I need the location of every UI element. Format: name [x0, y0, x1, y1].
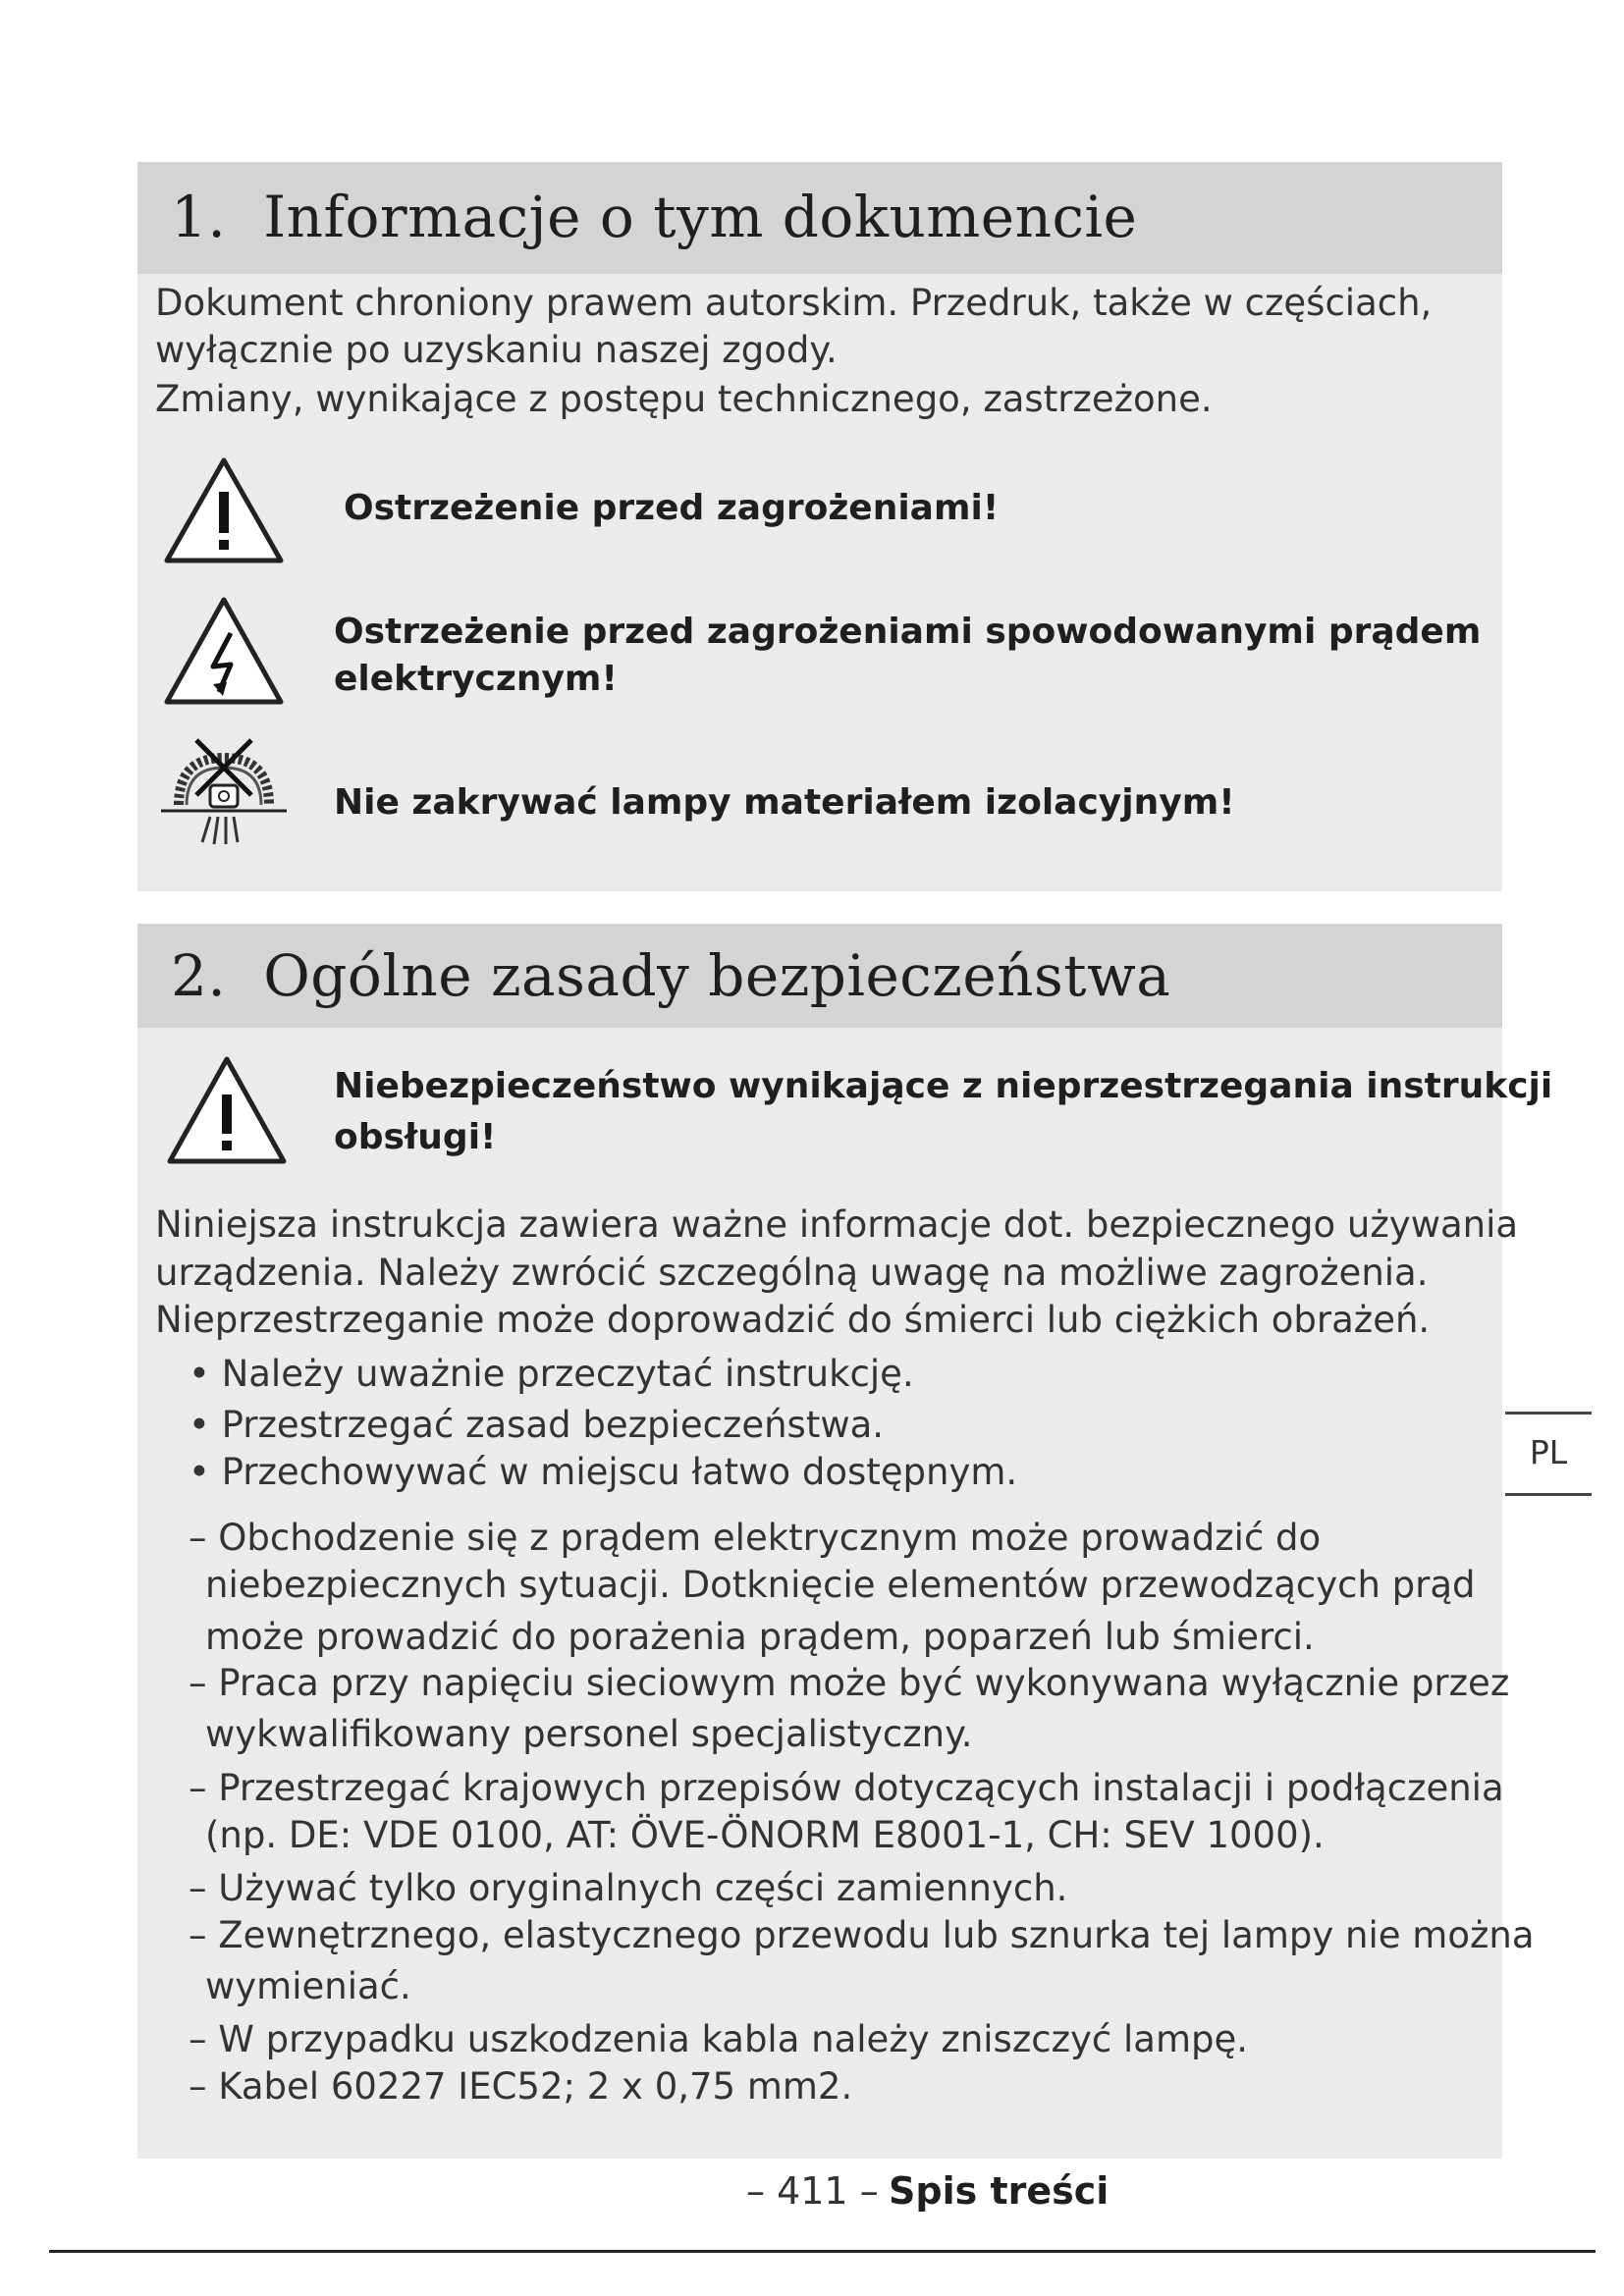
- no-insulation-cover-icon: [157, 736, 291, 858]
- dash-item-continued: może prowadzić do porażenia prądem, poparzeń lub śmierci.: [205, 1616, 1315, 1658]
- language-tab[interactable]: [1505, 1412, 1592, 1496]
- section-header: [137, 924, 1502, 1028]
- section-header: [137, 162, 1502, 274]
- dash-item: – Używać tylko oryginalnych części zamiennych.: [189, 1867, 1068, 1909]
- dash-item-continued: wykwalifikowany personel specjalistyczny.: [205, 1713, 973, 1755]
- paragraph-line: wyłącznie po uzyskaniu naszej zgody.: [155, 329, 838, 371]
- bullet-item: • Należy uważnie przeczytać instrukcję.: [189, 1353, 914, 1395]
- section-title: 1. Informacje o tym dokumencie: [171, 184, 1138, 250]
- footer-divider: [49, 2250, 1596, 2253]
- electric-hazard-icon: [162, 594, 286, 714]
- section-title: 2. Ogólne zasady bezpieczeństwa: [171, 942, 1171, 1009]
- page-footer: [0, 2169, 1624, 2216]
- dash-item: – Kabel 60227 IEC52; 2 x 0,75 mm2.: [189, 2065, 853, 2108]
- dash-item: – W przypadku uszkodzenia kabla należy zniszczyć lampę.: [189, 2018, 1249, 2060]
- dash-item-continued: wymieniać.: [205, 1965, 411, 2007]
- section-document-info: [137, 162, 1502, 891]
- warning-text: Niebezpieczeństwo wynikające z nieprzestrzegania instrukcji: [334, 1066, 1553, 1106]
- dash-item: – Praca przy napięciu sieciowym może być wykonywana wyłącznie przez: [189, 1662, 1510, 1704]
- warning-text: Ostrzeżenie przed zagrożeniami spowodowanymi prądem: [334, 612, 1482, 652]
- dash-item-continued: niebezpiecznych sytuacji. Dotknięcie elementów przewodzących prąd: [205, 1564, 1476, 1606]
- paragraph-line: Dokument chroniony prawem autorskim. Przedruk, także w częściach,: [155, 282, 1433, 324]
- dash-item: – Obchodzenie się z prądem elektrycznym może prowadzić do: [189, 1517, 1322, 1559]
- language-label: PL: [1529, 1433, 1568, 1471]
- page-number: – 411 –: [746, 2169, 879, 2213]
- warning-text: elektrycznym!: [334, 659, 618, 699]
- paragraph-line: urządzenia. Należy zwrócić szczególną uwagę na możliwe zagrożenia.: [155, 1252, 1429, 1294]
- dash-item: – Przestrzegać krajowych przepisów dotyczących instalacji i podłączenia: [189, 1767, 1504, 1809]
- dash-item: – Zewnętrznego, elastycznego przewodu lub sznurka tej lampy nie można: [189, 1914, 1535, 1956]
- warning-text: Nie zakrywać lampy materiałem izolacyjnym!: [334, 782, 1235, 823]
- warning-triangle-icon: [162, 454, 286, 570]
- bullet-item: • Przechowywać w miejscu łatwo dostępnym.: [189, 1451, 1018, 1493]
- warning-triangle-icon: [165, 1053, 289, 1173]
- dash-item-continued: (np. DE: VDE 0100, AT: ÖVE-ÖNORM E8001-1, CH: SEV 1000).: [205, 1814, 1325, 1856]
- paragraph-line: Zmiany, wynikające z postępu technicznego, zastrzeżone.: [155, 378, 1213, 420]
- warning-text: obsługi!: [334, 1117, 497, 1157]
- paragraph-line: Niniejsza instrukcja zawiera ważne informacje dot. bezpiecznego używania: [155, 1203, 1519, 1246]
- warning-text: Ostrzeżenie przed zagrożeniami!: [344, 488, 1000, 528]
- bullet-item: • Przestrzegać zasad bezpieczeństwa.: [189, 1404, 885, 1446]
- table-of-contents-link[interactable]: Spis treści: [889, 2169, 1110, 2213]
- paragraph-line: Nieprzestrzeganie może doprowadzić do śmierci lub ciężkich obrażeń.: [155, 1299, 1431, 1341]
